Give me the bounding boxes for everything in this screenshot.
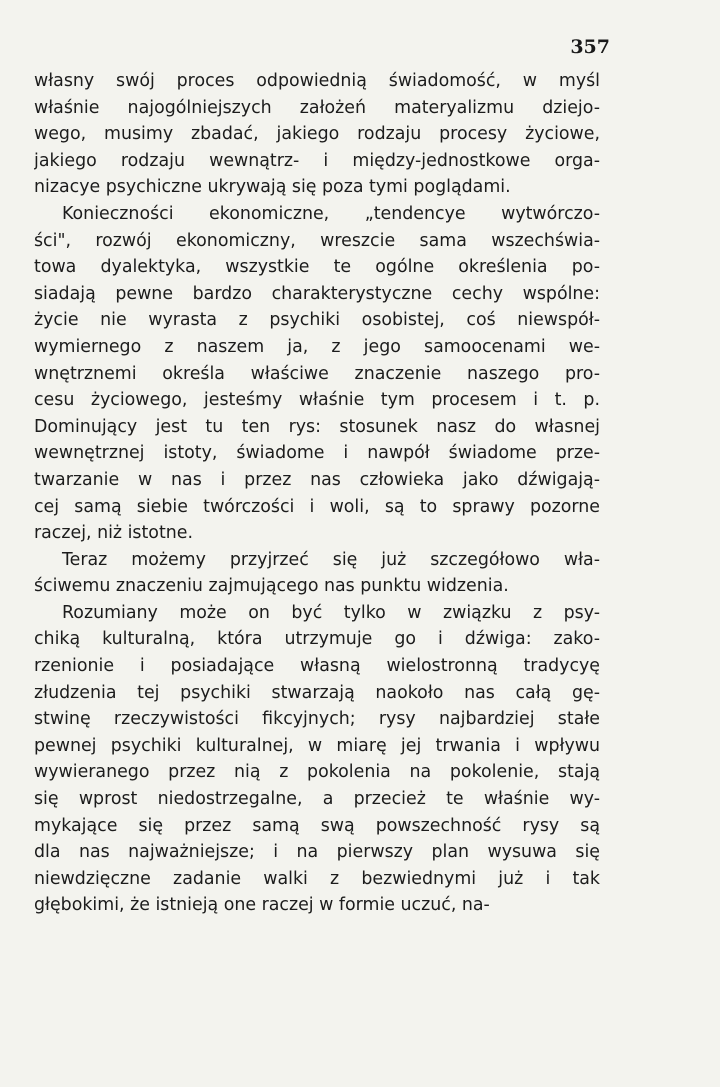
text-line: mykające się przez samą swą powszechność rysy są xyxy=(34,815,600,836)
text-line: Dominujący jest tu ten rys: stosunek nasz do własnej xyxy=(34,416,600,437)
text-line: Rozumiany może on być tylko w związku z psy- xyxy=(62,602,600,623)
text-line: cesu życiowego, jesteśmy właśnie tym procesem i t. p. xyxy=(34,390,600,411)
text-line: niewdzięczne zadanie walki z bezwiednymi już i tak xyxy=(34,868,600,889)
text-line: ściwemu znaczeniu zajmującego nas punktu widzenia. xyxy=(34,576,509,597)
text-line: towa dyalektyka, wszystkie te ogólne określenia po- xyxy=(34,257,600,278)
text-line: życie nie wyrasta z psychiki osobistej, coś niewspół- xyxy=(34,310,600,331)
text-line: pewnej psychiki kulturalnej, w miarę jej trwania i wpływu xyxy=(34,735,600,756)
paragraph xyxy=(34,547,600,600)
text-line: Konieczności ekonomiczne, „tendencye wytwórczo- xyxy=(62,203,600,224)
text-line: jakiego rodzaju wewnątrz- i między-jednostkowe orga- xyxy=(34,150,600,171)
text-line: raczej, niż istotne. xyxy=(34,523,194,544)
text-line: cej samą siebie twórczości i woli, są to sprawy pozorne xyxy=(34,496,600,517)
paragraph xyxy=(34,68,600,201)
text-line: siadają pewne bardzo charakterystyczne cechy wspólne: xyxy=(34,283,600,304)
page-number: 357 xyxy=(570,36,610,58)
text-line: wnętrznemi określa właściwe znaczenie naszego pro- xyxy=(34,363,600,384)
text-line: głębokimi, że istnieją one raczej w formie uczuć, na- xyxy=(34,895,490,916)
text-line: dla nas najważniejsze; i na pierwszy plan wysuwa się xyxy=(34,842,600,863)
text-line: ści", rozwój ekonomiczny, wreszcie sama wszechświa- xyxy=(34,230,600,251)
text-line: właśnie najogólniejszych założeń materyalizmu dziejo- xyxy=(34,97,600,118)
text-line: własny swój proces odpowiednią świadomość, w myśl xyxy=(34,71,600,91)
text-line: Teraz możemy przyjrzeć się już szczegółowo wła- xyxy=(62,549,600,570)
text-line: się wprost niedostrzegalne, a przecież te właśnie wy- xyxy=(34,789,600,810)
text-line: wego, musimy zbadać, jakiego rodzaju procesy życiowe, xyxy=(34,124,600,145)
text-line: wewnętrznej istoty, świadome i nawpół świadome prze- xyxy=(34,443,600,464)
text-line: wymiernego z naszem ja, z jego samoocenami we- xyxy=(34,336,600,357)
text-line: stwinę rzeczywistości fikcyjnych; rysy najbardziej stałe xyxy=(34,709,600,730)
body-text xyxy=(34,68,600,919)
paragraph xyxy=(34,600,600,919)
text-line: nizacye psychiczne ukrywają się poza tymi poglądami. xyxy=(34,177,511,198)
paragraph xyxy=(34,201,600,547)
text-line: wywieranego przez nią z pokolenia na pokolenie, stają xyxy=(34,762,600,783)
text-line: twarzanie w nas i przez nas człowieka jako dźwigają- xyxy=(34,469,600,490)
text-line: złudzenia tej psychiki stwarzają naokoło nas całą gę- xyxy=(34,682,600,703)
text-line: rzenionie i posiadające własną wielostronną tradycyę xyxy=(34,656,600,677)
text-line: chiką kulturalną, która utrzymuje go i dźwiga: zako- xyxy=(34,629,600,650)
